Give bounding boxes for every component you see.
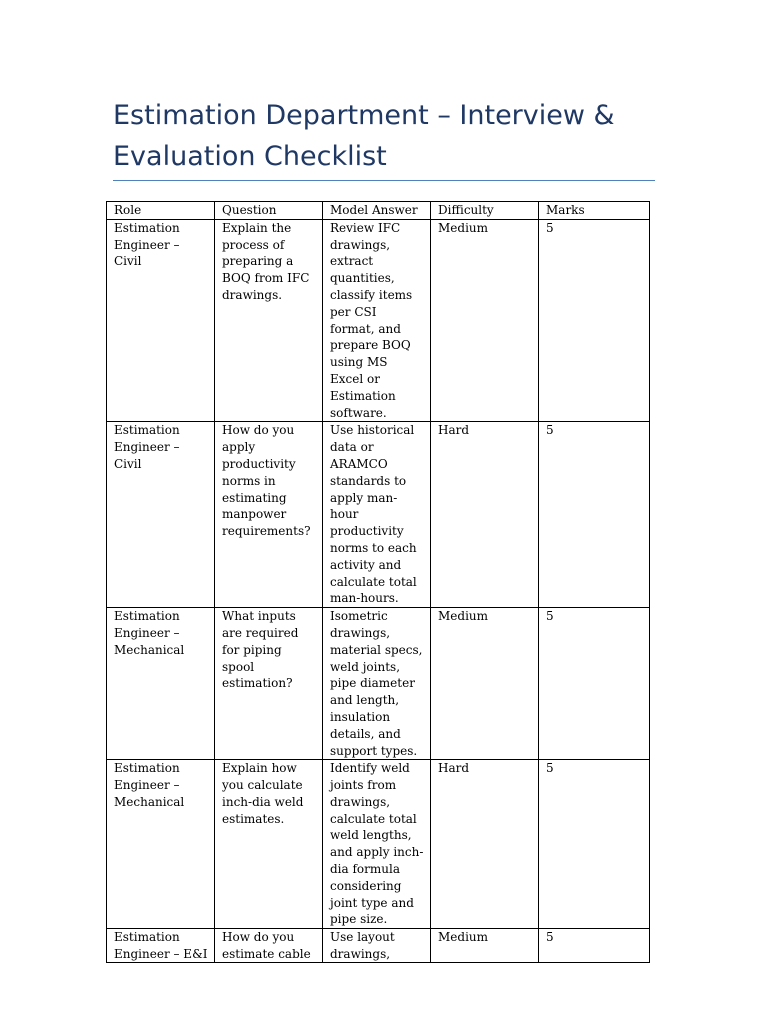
cell-difficulty: Medium (431, 608, 539, 760)
cell-role: Estimation Engineer – Civil (107, 422, 215, 608)
cell-question: What inputs are required for piping spool estimation? (215, 608, 323, 760)
cell-model-answer: Isometric drawings, material specs, weld joints, pipe diameter and length, insulation details, and support types. (323, 608, 431, 760)
table-row (107, 422, 650, 608)
header-marks: Marks (539, 202, 650, 220)
header-difficulty: Difficulty (431, 202, 539, 220)
header-role: Role (107, 202, 215, 220)
table-row (107, 760, 650, 929)
header-model-answer: Model Answer (323, 202, 431, 220)
table-row (107, 608, 650, 760)
cell-role: Estimation Engineer – Mechanical (107, 608, 215, 760)
table-row (107, 219, 650, 422)
cell-difficulty: Medium (431, 219, 539, 422)
cell-question-text: How do you estimate cable (222, 930, 311, 962)
title-underline (113, 180, 655, 181)
cell-role (107, 929, 215, 963)
cell-difficulty: Medium (431, 929, 539, 963)
cell-marks: 5 (539, 608, 650, 760)
cell-question: How do you apply productivity norms in estimating manpower requirements? (215, 422, 323, 608)
cell-role-text: Estimation Engineer – E&I (114, 930, 208, 962)
cell-model-answer (323, 929, 431, 963)
cell-question: Explain how you calculate inch-dia weld estimates. (215, 760, 323, 929)
cell-model-answer: Review IFC drawings, extract quantities, classify items per CSI format, and prepare BOQ using MS Excel or Estimation software. (323, 219, 431, 422)
cell-marks: 5 (539, 760, 650, 929)
cell-model-answer-text: Use layout drawings, (330, 930, 395, 962)
cell-difficulty: Hard (431, 422, 539, 608)
header-question: Question (215, 202, 323, 220)
table-header-row (107, 202, 650, 220)
document-title: Estimation Department – Interview & Evaluation Checklist (113, 100, 615, 172)
cell-role: Estimation Engineer – Civil (107, 219, 215, 422)
cell-marks: 5 (539, 219, 650, 422)
cell-model-answer: Use historical data or ARAMCO standards to apply man-hour productivity norms to each activity and calculate total man-hours. (323, 422, 431, 608)
checklist-table (106, 201, 650, 963)
cell-question (215, 929, 323, 963)
cell-role: Estimation Engineer – Mechanical (107, 760, 215, 929)
cell-model-answer: Identify weld joints from drawings, calculate total weld lengths, and apply inch-dia formula considering joint type and pipe size. (323, 760, 431, 929)
cell-marks: 5 (539, 929, 650, 963)
table-row (107, 929, 650, 963)
cell-marks: 5 (539, 422, 650, 608)
cell-question: Explain the process of preparing a BOQ from IFC drawings. (215, 219, 323, 422)
cell-difficulty: Hard (431, 760, 539, 929)
